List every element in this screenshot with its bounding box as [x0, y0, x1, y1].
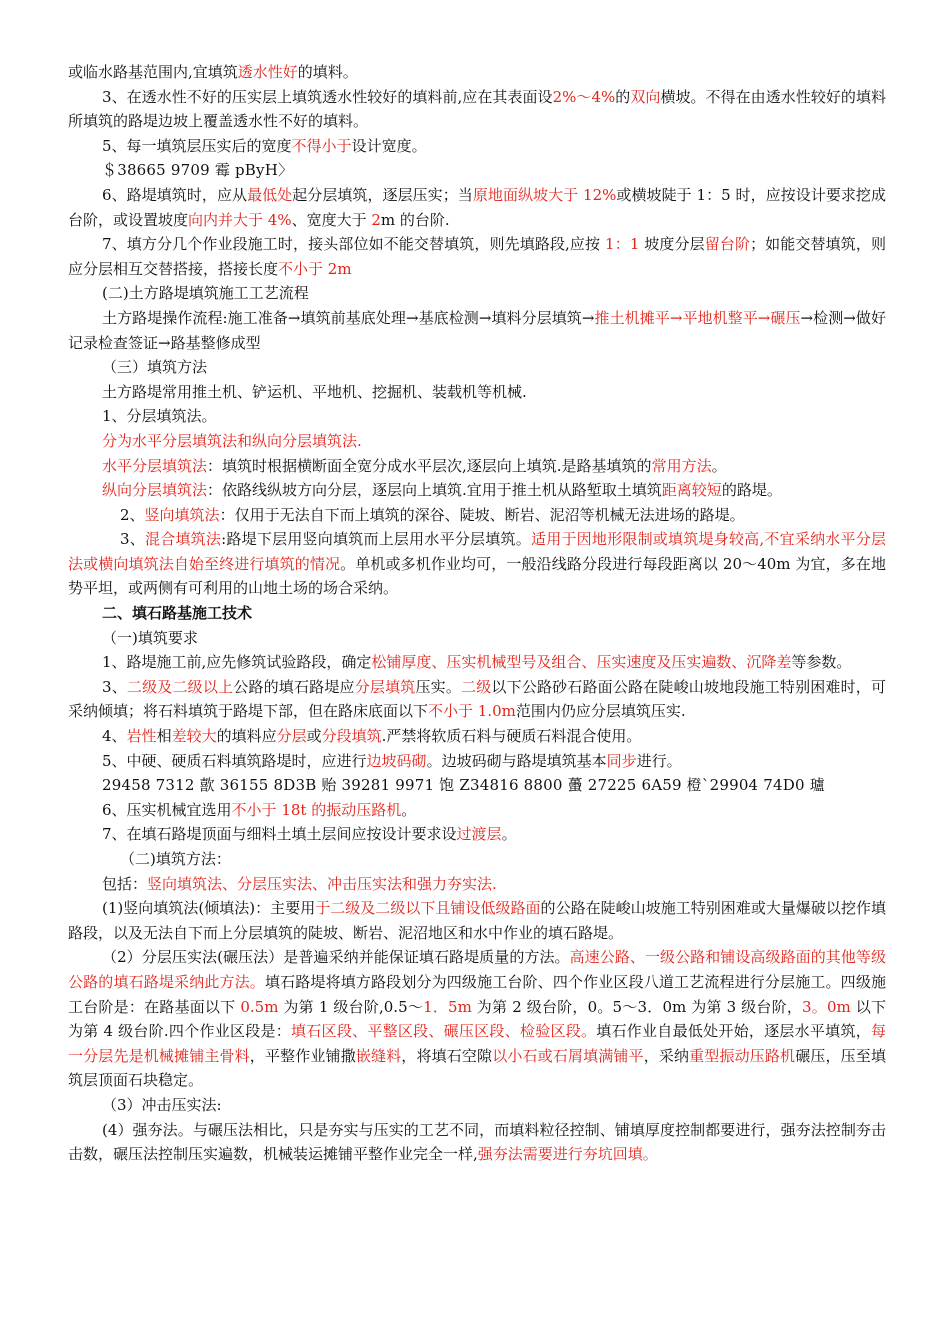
text-run: 为第 2 级台阶，0。5～3．0m 为第 3 级台阶， [471, 997, 803, 1016]
text-run: ：仅用于无法自下而上填筑的深谷、陡坡、断岩、泥沼等机械无法进场的路堤。 [219, 505, 745, 524]
text-run: m 的台阶. [380, 210, 450, 229]
text-run: ＄38665 9709 霉 pByH〉 [102, 161, 294, 180]
highlighted-text: 于二级及二级以下且铺设低级路面 [315, 899, 541, 918]
text-run: 设计宽度。 [351, 136, 427, 155]
highlighted-text: 混合填筑法 [145, 530, 222, 549]
highlighted-text: 适用于因地形限制或填筑堤身较高,不宜采纳水平分层法或横向填筑法自始至终进行填筑的情况 [68, 530, 886, 573]
paragraph [68, 798, 886, 823]
text-run: 横坡。不得在由透水性较好的填料所填筑的路堤边坡上覆盖透水性不好的填料。 [68, 87, 886, 131]
text-run: 7、填方分几个作业段施工时，接头部位如不能交替填筑，则先填路段,应按 [102, 235, 606, 254]
paragraph [68, 872, 886, 897]
highlighted-text: 常用方法 [651, 456, 712, 475]
paragraph [68, 749, 886, 774]
highlighted-text: 二级 [461, 677, 492, 696]
highlighted-text: 重型振动压路机 [689, 1046, 796, 1065]
text-run: (4）强夯法。与碾压法相比，只是夯实与压实的工艺不同，而填料粒径控制、铺填厚度控制都要进行，强夯法控制夯击击数，碾压法控制压实遍数，机械装运摊铺平整作业完全一样, [68, 1120, 886, 1164]
section-heading [68, 601, 886, 626]
document-body [68, 60, 886, 1167]
text-run: (二)土方路堤填筑施工工艺流程 [102, 284, 309, 303]
highlighted-text: 0.5m [240, 997, 279, 1016]
highlighted-text: 每一分层先是机械摊铺主骨料 [68, 1022, 886, 1065]
highlighted-text: 距离较短 [661, 481, 722, 500]
text-run: 以下为第 4 级台阶.四个作业区段是： [68, 997, 886, 1041]
paragraph [68, 60, 886, 85]
text-run: 1、路堤施工前,应先修筑试验路段，确定 [102, 653, 372, 672]
text-run: （一)填筑要求 [102, 628, 198, 647]
paragraph [68, 1093, 886, 1118]
text-run: :路堤下层用竖向填筑而上层用水平分层填筑。 [221, 530, 531, 549]
highlighted-text: 分为水平分层填筑法和纵向分层填筑法. [102, 431, 362, 450]
text-run: （二)填筑方法： [120, 850, 231, 868]
text-run: 29458 7312 歖 36155 8D3B 贻 39281 9971 饱 Z34816 8800 蠆 27225 6A59 橙`29904 74D0 瓐 [102, 776, 825, 795]
highlighted-text: 不得小于 [291, 136, 352, 155]
paragraph [68, 527, 886, 601]
highlighted-text: 透水性好 [237, 63, 298, 81]
highlighted-text: 分层填筑 [354, 677, 416, 696]
text-run: 进行。 [636, 751, 682, 770]
text-run: ，采纳 [643, 1046, 690, 1065]
highlighted-text: 填石区段、平整区段、碾压区段、检验区段。 [291, 1022, 597, 1041]
paragraph [68, 945, 886, 1093]
text-run: 填石作业自最低处开始，逐层水平填筑， [596, 1022, 871, 1041]
text-run: ，平整作业铺撒 [249, 1046, 356, 1065]
paragraph [68, 626, 886, 651]
text-run: （三）填筑方法 [102, 358, 208, 377]
text-run: 的 [615, 87, 631, 106]
text-run: 5、中硬、硬质石料填筑路堤时，应进行 [102, 751, 367, 770]
paragraph [68, 158, 886, 183]
text-run: 或 [306, 727, 322, 746]
paragraph [68, 355, 886, 380]
text-run: 。单机或多机作业均可，一般沿线路分段进行每段距离以 20～40m 为宜，多在地势平坦，或两侧有可利用的山地土场的场合采纳。 [68, 554, 887, 598]
highlighted-text: 松铺厚度、压实机械型号及组合、压实速度及压实遍数、沉降差 [371, 653, 792, 672]
paragraph [68, 134, 886, 159]
text-run: 或横坡陡于 1：5 时，应按设计要求挖成台阶，或设置坡度 [68, 185, 886, 229]
text-run: 3、在透水性不好的压实层上填筑透水性较好的填料前,应在其表面设 [102, 87, 553, 106]
text-run: ，将填石空隙 [401, 1046, 493, 1065]
text-run: ：填筑时根据横断面全宽分成水平层次,逐层向上填筑.是路基填筑的 [207, 456, 652, 475]
text-run: 。 [401, 800, 417, 819]
paragraph [68, 281, 886, 306]
highlighted-text: 1．5m [423, 997, 472, 1016]
paragraph [68, 232, 886, 281]
text-run: 或临水路基范围内,宜填筑 [68, 63, 238, 81]
highlighted-text: 不小于 18t 的振动压路机 [231, 800, 402, 819]
highlighted-text: 不小于 2m [278, 259, 352, 278]
highlighted-text: 推土机摊平→平地机整平→碾压 [594, 308, 801, 327]
text-run: ；如能交替填筑，则应分层相互交替搭接，搭接长度 [68, 235, 886, 278]
text-run: (1)竖向填筑法(倾填法)：主要用 [102, 899, 316, 918]
text-run: 4、 [102, 727, 127, 746]
text-run: 7、在填石路堤顶面与细料土填土层间应按设计要求设 [102, 825, 457, 844]
paragraph [68, 724, 886, 749]
text-run: 1、分层填筑法。 [102, 407, 217, 426]
text-run: 以下公路砂石路面公路在陡峻山坡地段施工特别困难时，可采纳倾填；将石料填筑于路堤下部，但在路床底面以下 [68, 677, 886, 721]
text-run: 的公路在陡峻山坡施工特别困难或大量爆破以挖作填路段，以及无法自下而上分层填筑的陡坡、断岩、泥沼地区和水中作业的填石路堤。 [68, 899, 886, 942]
text-run: 6、压实机械宜选用 [102, 800, 232, 819]
text-run: 、宽度大于 [291, 210, 372, 229]
highlighted-text: 2 [371, 210, 381, 229]
text-run: 6、路堤填筑时，应从 [102, 185, 248, 204]
text-run: 二、填石路基施工技术 [102, 604, 253, 623]
text-run: （3）冲击压实法: [102, 1095, 222, 1114]
highlighted-text: 分段填筑 [321, 727, 382, 746]
paragraph [68, 454, 886, 479]
highlighted-text: 3。0m [802, 997, 851, 1016]
text-run: 的路堤。 [721, 481, 782, 500]
paragraph [68, 306, 886, 355]
paragraph [68, 380, 886, 405]
text-run: 的填料应 [216, 727, 277, 746]
paragraph [68, 503, 886, 528]
text-run: 5、每一填筑层压实后的宽度 [102, 136, 292, 155]
text-run: 包括： [102, 874, 148, 893]
highlighted-text: 原地面纵坡大于 12% [472, 185, 617, 204]
paragraph [68, 85, 886, 134]
text-run: 压实。 [415, 677, 462, 696]
text-run: 。边坡码砌与路堤填筑基本 [426, 751, 607, 770]
highlighted-text: 竖向填筑法 [144, 505, 220, 524]
text-run: 起分层填筑，逐层压实；当 [292, 185, 473, 204]
text-run: 碾压，压至填筑层顶面石块稳定。 [68, 1046, 886, 1090]
paragraph [68, 404, 886, 429]
text-run: 填石路堤将填方路段划分为四级施工台阶、四个作业区段八道工艺流程进行分层施工。四级施工台阶是：在路基面以下 [68, 972, 886, 1016]
text-run: 公路的填石路堤应 [233, 677, 355, 696]
highlighted-text: 强夯法需要进行夯坑回填。 [477, 1145, 658, 1164]
text-run: ：依路线纵坡方向分层，逐层向上填筑.宜用于推土机从路堑取土填筑 [207, 481, 662, 500]
text-run: 土方路堤常用推土机、铲运机、平地机、挖掘机、装载机等机械. [102, 382, 527, 401]
highlighted-text: 高速公路、一级公路和铺设高级路面的其他等级公路的填石路堤采纳此方法。 [68, 948, 886, 991]
highlighted-text: 不小于 1.0m [428, 702, 516, 721]
paragraph [68, 1118, 886, 1167]
text-run: 范围内仍应分层填筑压实. [515, 702, 686, 721]
highlighted-text: 以小石或石屑填满铺平 [492, 1046, 644, 1065]
highlighted-text: 边坡码砌 [366, 751, 427, 770]
paragraph [68, 822, 886, 847]
paragraph [68, 183, 886, 232]
text-run: 2、 [120, 505, 145, 524]
text-run: 。 [711, 456, 727, 475]
highlighted-text: 水平分层填筑法 [102, 456, 208, 475]
text-run: 等参数。 [791, 653, 852, 672]
text-run: 的填料。 [297, 63, 358, 81]
paragraph [68, 650, 886, 675]
highlighted-text: 分层 [276, 727, 307, 746]
paragraph [68, 478, 886, 503]
highlighted-text: 1：1 [605, 235, 640, 254]
highlighted-text: 过渡层 [456, 825, 502, 844]
highlighted-text: 双向 [630, 87, 661, 106]
highlighted-text: 岩性 [126, 727, 157, 746]
highlighted-text: 嵌缝料 [355, 1046, 402, 1065]
text-run: .严禁将软质石料与硬质石料混合使用。 [381, 727, 642, 746]
highlighted-text: 留台阶 [704, 235, 751, 254]
text-run: 3、 [120, 530, 145, 549]
text-run: →检测→做好记录检查签证→路基整修成型 [68, 308, 886, 352]
highlighted-text: 同步 [606, 751, 637, 770]
highlighted-text: 2%～4% [552, 87, 616, 106]
highlighted-text: 向内并大于 4% [188, 210, 292, 229]
paragraph [68, 675, 886, 724]
text-run: 土方路堤操作流程:施工准备→填筑前基底处理→基底检测→填料分层填筑→ [102, 308, 595, 327]
highlighted-text: 差较大 [171, 727, 217, 746]
highlighted-text: 二级及二级以上 [126, 677, 234, 696]
paragraph [68, 773, 886, 798]
text-run: 坡度分层 [639, 235, 705, 254]
text-run: 相 [156, 727, 172, 746]
paragraph [68, 429, 886, 454]
highlighted-text: 最低处 [247, 185, 293, 204]
text-run: 3、 [102, 677, 127, 696]
text-run: （2）分层压实法(碾压法）是普遍采纳并能保证填石路堤质量的方法。 [102, 948, 570, 967]
highlighted-text: 竖向填筑法、分层压实法、冲击压实法和强力夯实法. [147, 874, 497, 893]
highlighted-text: 纵向分层填筑法 [102, 481, 208, 500]
paragraph [68, 896, 886, 945]
text-run: 为第 1 级台阶,0.5～ [278, 997, 424, 1016]
paragraph [68, 847, 886, 872]
text-run: 。 [501, 825, 517, 844]
